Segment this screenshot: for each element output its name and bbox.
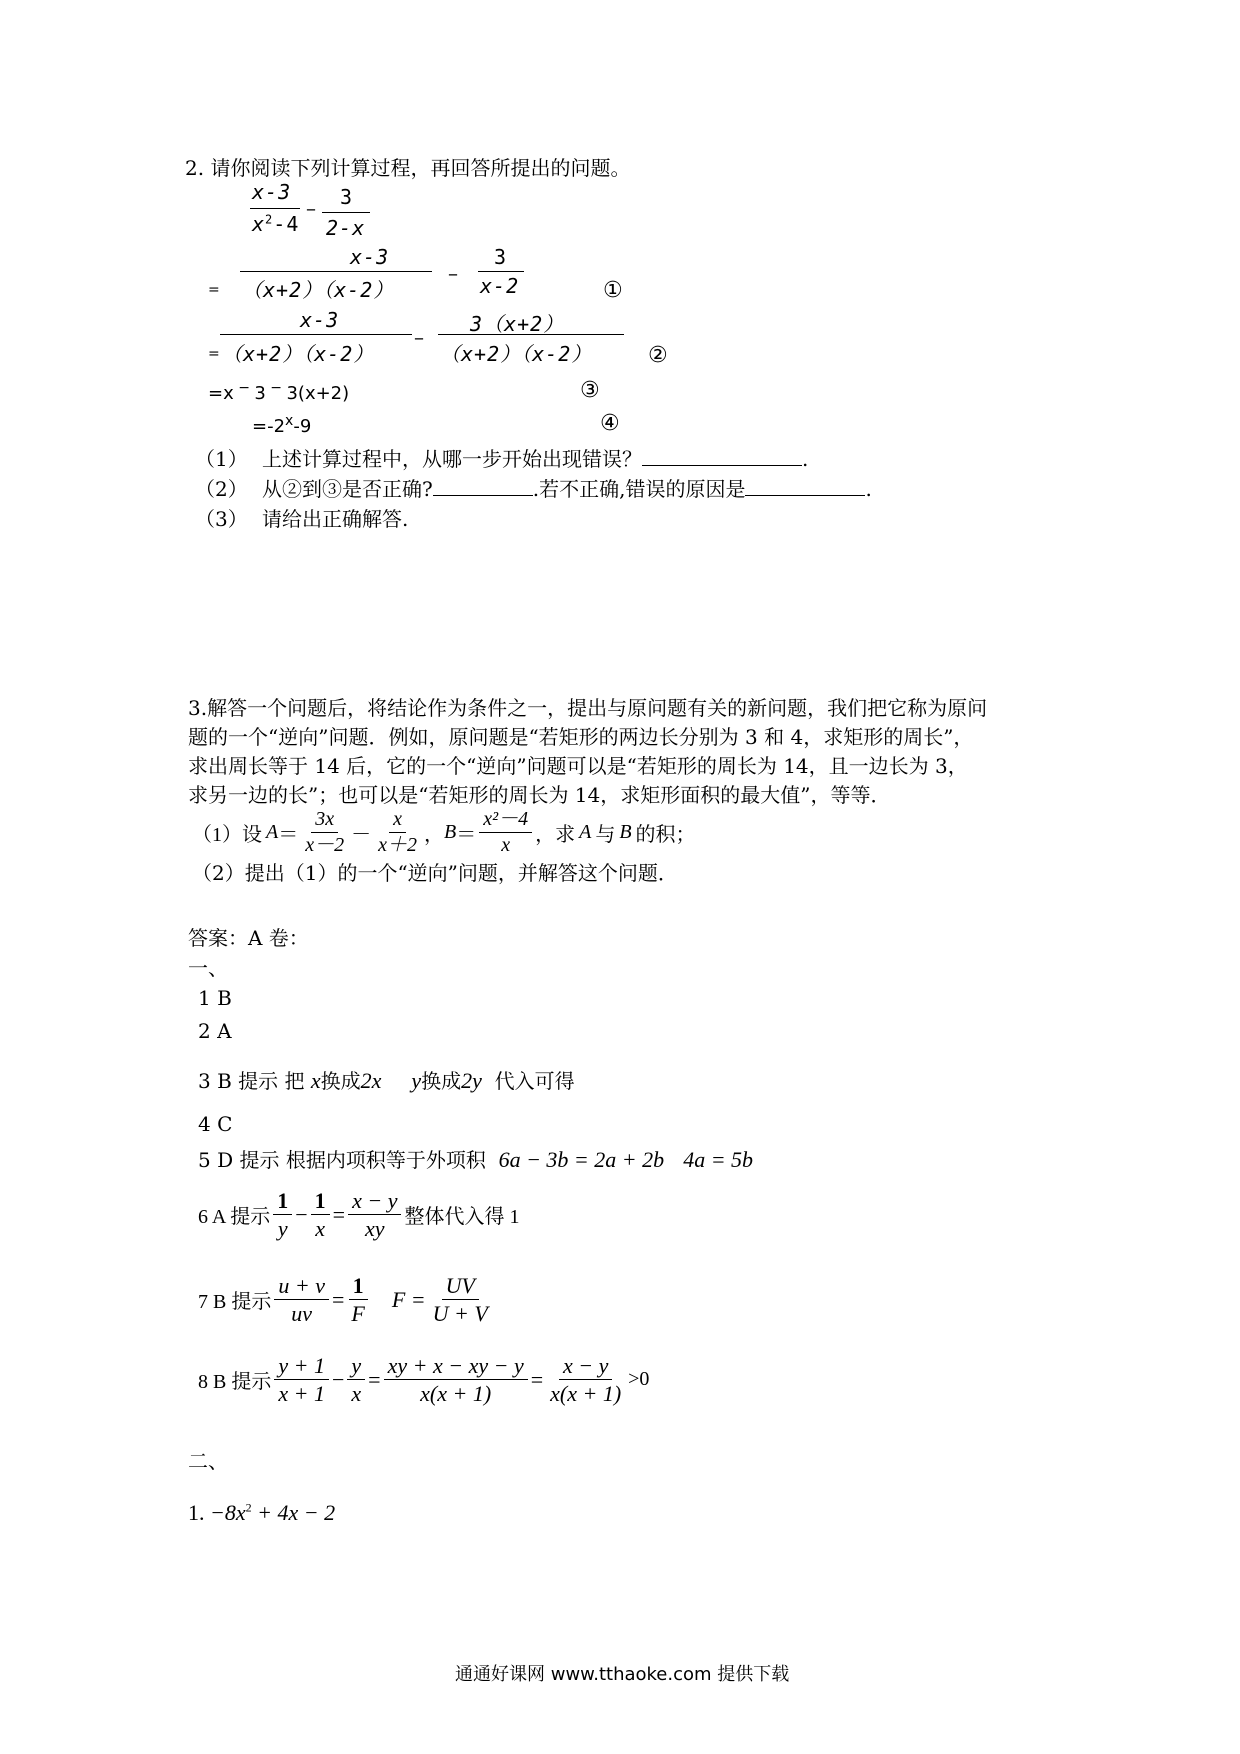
q3-frac-3x: $\frac{3x}{x-2}$	[305, 808, 345, 856]
q2-step1-den: （x+2）（x-2）	[242, 278, 395, 302]
q2-sub2: 从②到③是否正确? .若不正确,错误的原因是 .	[262, 477, 872, 501]
q2-expr0-frac1-num: x-3	[252, 180, 292, 204]
q2-step2-eq: =	[208, 346, 220, 362]
answer-4: 4 C	[198, 1112, 233, 1136]
q2-expr0-frac2-den: 2-x	[326, 216, 366, 240]
q2-step2-frac2-den: （x+2）（x-2）	[440, 342, 593, 366]
q2-step1-frac2-den: x-2	[480, 274, 520, 298]
q2-step1-frac2-bar	[478, 271, 524, 272]
q2-expr0-minus: –	[306, 196, 316, 220]
answer-5: 5 D 提示 根据内项积等于外项积 6a − 3b = 2a + 2b 4a = 5b	[198, 1147, 754, 1172]
answer-7: 7 B 提示 $\frac{u + v}{uv}$ = $\frac{1}{F}$ F = $\frac{UV}{U + V}$	[198, 1273, 488, 1327]
q2-step2-minus: –	[414, 325, 424, 349]
q2-step2-num: x-3	[300, 308, 340, 332]
q2-sub3: 请给出正确解答.	[262, 507, 409, 531]
q3-part1: （1）设 A ＝ $\frac{3x}{x-2}$ － $\frac{x}{x+2}$ ， B ＝ $\frac{\text{x²－4}}{x}$ ，求 A 与 B 的积；	[192, 808, 696, 856]
q2-sub2-answer-blank-2[interactable]	[745, 477, 865, 496]
q2-title: 2. 请你阅读下列计算过程，再回答所提出的问题。	[185, 156, 631, 180]
answers-section-2: 二、	[188, 1449, 228, 1473]
answer-6: 6 A 提示 $\frac{1}{y}$ − $\frac{1}{x}$ = $\frac{x - y}{xy}$ 整体代入得 1	[198, 1188, 520, 1242]
q2-sub2-answer-blank-1[interactable]	[433, 477, 533, 496]
q2-step3-expr: =x − 3 − 3(x+2)	[208, 380, 350, 404]
q2-expr0-frac2-bar	[322, 212, 370, 213]
q3-frac-x2-4: $\frac{\text{x²－4}}{x}$	[479, 808, 532, 857]
q2-step1-bar	[240, 271, 432, 272]
q3-frac-x: $\frac{x}{x+2}$	[378, 808, 417, 856]
q2-step2-frac2-bar	[438, 334, 624, 335]
answer-b1: 1. $-8x^2 + 4x - 2$	[188, 1500, 336, 1525]
q3-line-2: 题的一个“逆向”问题．例如，原问题是“若矩形的两边长分别为 3 和 4，求矩形的周长”，	[188, 725, 974, 749]
q2-step1-minus: –	[448, 261, 458, 285]
q2-step2-frac2-num: 3（x+2）	[470, 312, 565, 336]
q2-sub2-number: （2）	[195, 477, 248, 501]
answer-2: 2 A	[198, 1019, 232, 1043]
answer-1: 1 B	[198, 986, 232, 1010]
q2-sub1-answer-blank[interactable]	[642, 447, 802, 466]
answer-8: 8 B 提示 $\frac{y + 1}{x + 1}$ − $\frac{y}{x}$ = $\frac{xy + x - xy - y}{x(x + 1)}$ = $\frac{x - y}{x(x + 1)}$ >0	[198, 1353, 650, 1407]
q2-expr0-frac1-den: $x^2-4$	[252, 212, 300, 236]
q2-step1-num: x-3	[350, 245, 390, 269]
q2-step1-frac2-num: 3	[494, 245, 508, 269]
q3-part2: （2）提出（1）的一个“逆向”问题，并解答这个问题．	[192, 861, 678, 885]
page-footer: 通通好课网 www.tthaoke.com 提供下载	[455, 1664, 790, 1685]
q2-expr0-frac1-bar	[250, 208, 300, 209]
q2-step2-den: （x+2）（x-2）	[222, 342, 375, 366]
q2-step4-marker: ④	[600, 411, 620, 436]
q2-step2-bar	[220, 334, 412, 335]
q2-sub3-number: （3）	[195, 507, 248, 531]
q2-step4-expr: $=-2^x-9$	[252, 413, 312, 437]
answers-header: 答案：A 卷：	[188, 926, 309, 950]
q2-step1-eq: =	[208, 282, 220, 298]
q3-line-4: 求另一边的长”；也可以是“若矩形的周长为 14，求矩形面积的最大值”，等等．	[188, 783, 891, 807]
answer-3: 3 B 提示 把 x换成2x y换成2y 代入可得	[198, 1068, 575, 1093]
q2-step2-marker: ②	[648, 343, 668, 368]
q2-sub1-number: （1）	[195, 447, 248, 471]
q2-sub1: 上述计算过程中，从哪一步开始出现错误？ .	[262, 447, 809, 471]
q2-step3-marker: ③	[580, 378, 600, 403]
q2-step1-marker: ①	[603, 278, 623, 303]
q2-expr0-frac2-num: 3	[340, 185, 354, 209]
q3-line-1: 3.解答一个问题后，将结论作为条件之一，提出与原问题有关的新问题，我们把它称为原问	[188, 696, 988, 720]
q3-line-3: 求出周长等于 14 后，它的一个“逆向”问题可以是“若矩形的周长为 14，且一边长为 3，	[188, 754, 968, 778]
answers-section-1: 一、	[188, 956, 228, 980]
